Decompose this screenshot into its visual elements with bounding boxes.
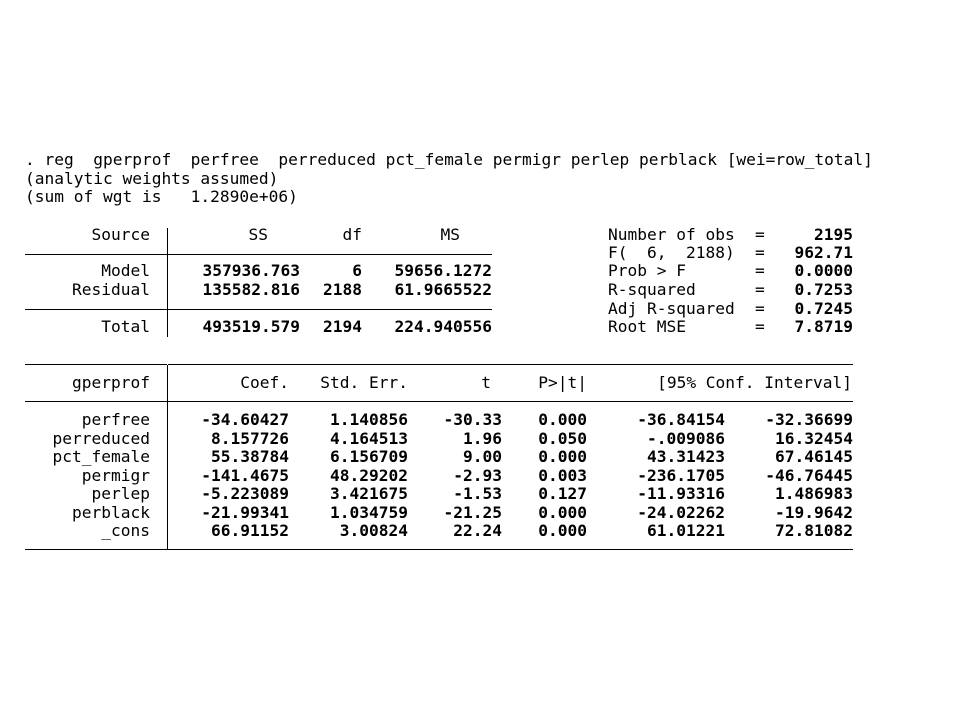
coef-pvalue: 0.050 xyxy=(538,429,587,448)
anova-header-ms: MS xyxy=(440,225,460,244)
coef-t: 22.24 xyxy=(453,521,502,540)
coef-se: 48.29202 xyxy=(330,466,408,485)
coef-value: -34.60427 xyxy=(201,410,289,429)
coef-header-t: t xyxy=(481,373,491,392)
anova-source: Residual xyxy=(72,280,150,299)
coef-ci-low: 61.01221 xyxy=(647,521,725,540)
stat-label: Adj R-squared xyxy=(608,299,735,318)
coef-header-se: Std. Err. xyxy=(320,373,408,392)
coef-ci-low: 43.31423 xyxy=(647,447,725,466)
command-line: . reg gperprof perfree perreduced pct_female permigr perlep perblack [wei=row_total] xyxy=(25,150,873,169)
coef-se: 6.156709 xyxy=(330,447,408,466)
coef-value: 8.157726 xyxy=(211,429,289,448)
coef-ci-low: -11.93316 xyxy=(637,484,725,503)
coef-header-pvalue: P>|t| xyxy=(538,373,587,392)
weights-note: (analytic weights assumed) xyxy=(25,169,279,188)
stat-equals: = xyxy=(755,243,765,262)
anova-header-ss: SS xyxy=(248,225,268,244)
coef-var: perfree xyxy=(81,410,150,429)
coef-top-rule-right xyxy=(168,364,853,365)
stat-label: Prob > F xyxy=(608,261,686,280)
anova-source: Model xyxy=(101,261,150,280)
coef-se: 3.00824 xyxy=(339,521,408,540)
coef-t: -30.33 xyxy=(443,410,502,429)
stat-value: 7.8719 xyxy=(794,317,853,336)
anova-header-df: df xyxy=(342,225,362,244)
coef-header-rule-right xyxy=(168,401,853,402)
anova-df: 2188 xyxy=(323,280,362,299)
coef-header-coef: Coef. xyxy=(240,373,289,392)
coef-var: _cons xyxy=(101,521,150,540)
coef-bottom-rule-right xyxy=(168,549,853,550)
coef-t: 9.00 xyxy=(463,447,502,466)
stat-equals: = xyxy=(755,317,765,336)
coef-pvalue: 0.127 xyxy=(538,484,587,503)
coef-t: -1.53 xyxy=(453,484,502,503)
coef-se: 4.164513 xyxy=(330,429,408,448)
stat-equals: = xyxy=(755,299,765,318)
coef-ci-low: -24.02262 xyxy=(637,503,725,522)
anova-ms: 59656.1272 xyxy=(394,261,492,280)
coef-ci-high: -32.36699 xyxy=(765,410,853,429)
stat-equals: = xyxy=(755,225,765,244)
coef-pvalue: 0.003 xyxy=(538,466,587,485)
coef-var: perreduced xyxy=(52,429,150,448)
coef-t: -2.93 xyxy=(453,466,502,485)
coef-ci-low: -36.84154 xyxy=(637,410,725,429)
coef-value: -5.223089 xyxy=(201,484,289,503)
anova-ss: 493519.579 xyxy=(202,317,300,336)
coef-ci-high: 1.486983 xyxy=(775,484,853,503)
coef-header-depvar: gperprof xyxy=(72,373,150,392)
coef-ci-high: 72.81082 xyxy=(775,521,853,540)
coef-var: perblack xyxy=(72,503,150,522)
coef-value: -141.4675 xyxy=(201,466,289,485)
coef-var: perlep xyxy=(91,484,150,503)
coef-value: 66.91152 xyxy=(211,521,289,540)
coef-se: 1.034759 xyxy=(330,503,408,522)
sum-of-weights-note: (sum of wgt is 1.2890e+06) xyxy=(25,187,298,206)
coef-vertical-rule xyxy=(167,365,168,550)
anova-total-rule-right xyxy=(168,309,492,310)
coef-var: permigr xyxy=(81,466,150,485)
coef-ci-low: -236.1705 xyxy=(637,466,725,485)
stat-label: F( 6, 2188) xyxy=(608,243,735,262)
anova-vertical-rule xyxy=(167,228,168,337)
anova-ms: 61.9665522 xyxy=(394,280,492,299)
coef-header-rule-left xyxy=(25,401,167,402)
coef-t: -21.25 xyxy=(443,503,502,522)
stat-value: 0.7253 xyxy=(794,280,853,299)
stat-label: Number of obs xyxy=(608,225,735,244)
coef-ci-high: -19.9642 xyxy=(775,503,853,522)
coef-pvalue: 0.000 xyxy=(538,447,587,466)
anova-source: Total xyxy=(101,317,150,336)
anova-total-rule-left xyxy=(25,309,167,310)
coef-ci-high: 67.46145 xyxy=(775,447,853,466)
anova-df: 6 xyxy=(352,261,362,280)
coef-value: -21.99341 xyxy=(201,503,289,522)
anova-rule-left xyxy=(25,254,167,255)
stat-value: 0.7245 xyxy=(794,299,853,318)
anova-header-source: Source xyxy=(91,225,150,244)
stat-equals: = xyxy=(755,261,765,280)
coef-t: 1.96 xyxy=(463,429,502,448)
anova-ss: 357936.763 xyxy=(202,261,300,280)
anova-df: 2194 xyxy=(323,317,362,336)
coef-var: pct_female xyxy=(52,447,150,466)
stat-value: 0.0000 xyxy=(794,261,853,280)
anova-ms: 224.940556 xyxy=(394,317,492,336)
coef-ci-high: 16.32454 xyxy=(775,429,853,448)
coef-pvalue: 0.000 xyxy=(538,521,587,540)
coef-ci-high: -46.76445 xyxy=(765,466,853,485)
coef-pvalue: 0.000 xyxy=(538,410,587,429)
anova-rule-right xyxy=(168,254,492,255)
coef-bottom-rule-left xyxy=(25,549,167,550)
coef-header-ci: [95% Conf. Interval] xyxy=(657,373,852,392)
stat-value: 2195 xyxy=(814,225,853,244)
stat-equals: = xyxy=(755,280,765,299)
coef-top-rule-left xyxy=(25,364,167,365)
coef-se: 3.421675 xyxy=(330,484,408,503)
stat-label: R-squared xyxy=(608,280,696,299)
anova-ss: 135582.816 xyxy=(202,280,300,299)
coef-value: 55.38784 xyxy=(211,447,289,466)
coef-se: 1.140856 xyxy=(330,410,408,429)
coef-pvalue: 0.000 xyxy=(538,503,587,522)
stat-label: Root MSE xyxy=(608,317,686,336)
stat-value: 962.71 xyxy=(794,243,853,262)
coef-ci-low: -.009086 xyxy=(647,429,725,448)
